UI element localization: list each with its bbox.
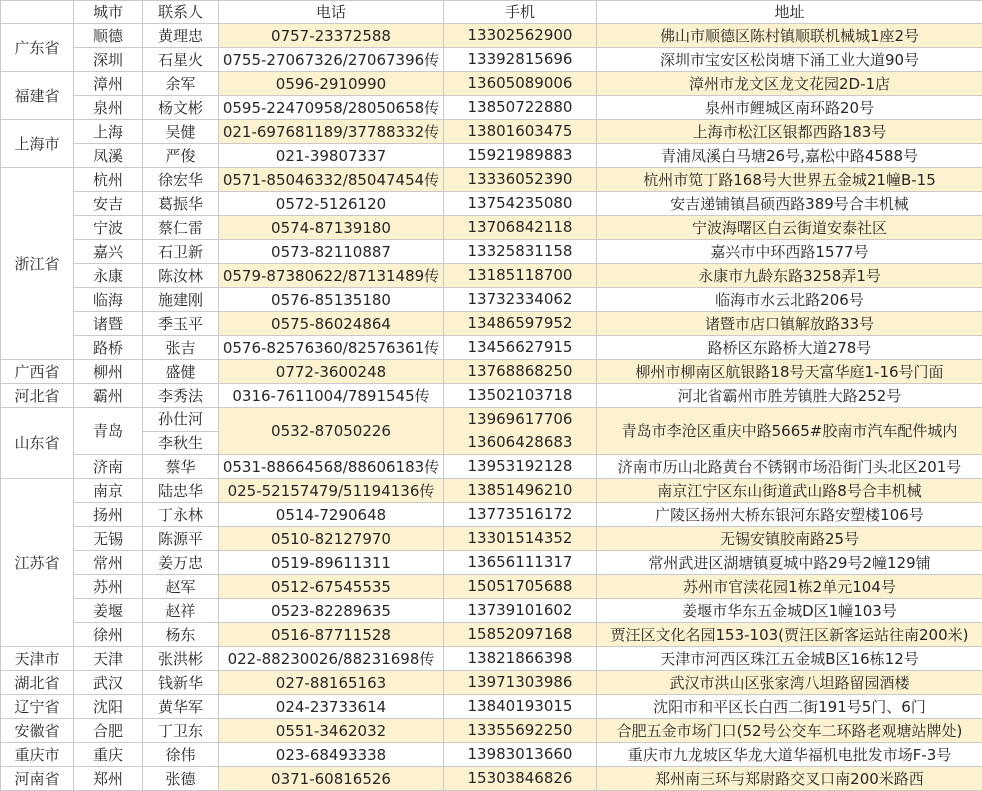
phone-cell: 0514-7290648 bbox=[219, 503, 444, 527]
mobile-number: 13656111317 bbox=[446, 551, 594, 574]
mobile-number: 13302562900 bbox=[446, 24, 594, 47]
province-cell: 河南省 bbox=[1, 767, 74, 791]
city-cell: 常州 bbox=[74, 551, 143, 575]
phone-cell: 0316-7611004/7891545传 bbox=[219, 384, 444, 408]
phone-cell: 0519-89611311 bbox=[219, 551, 444, 575]
phone-cell: 021-39807337 bbox=[219, 144, 444, 168]
address-cell: 路桥区东路桥大道278号 bbox=[597, 336, 982, 360]
address-cell: 柳州市柳南区航银路18号天富华庭1-16号门面 bbox=[597, 360, 982, 384]
mobile-number: 13325831158 bbox=[446, 240, 594, 263]
mobile-cell bbox=[444, 503, 597, 527]
table-row bbox=[1, 72, 982, 96]
contact-cell: 李秀法 bbox=[143, 384, 219, 408]
phone-cell: 024-23733614 bbox=[219, 695, 444, 719]
table-row bbox=[1, 24, 982, 48]
address-cell: 佛山市顺德区陈村镇顺联机械城1座2号 bbox=[597, 24, 982, 48]
mobile-cell bbox=[444, 24, 597, 48]
city-cell: 安吉 bbox=[74, 192, 143, 216]
table-row bbox=[1, 192, 982, 216]
address-cell: 青岛市李沧区重庆中路5665#胶南市汽车配件城内 bbox=[597, 408, 982, 455]
phone-cell: 0572-5126120 bbox=[219, 192, 444, 216]
city-cell: 苏州 bbox=[74, 575, 143, 599]
city-cell: 姜堰 bbox=[74, 599, 143, 623]
mobile-cell bbox=[444, 288, 597, 312]
contact-cell: 赵祥 bbox=[143, 599, 219, 623]
contact-cell: 葛振华 bbox=[143, 192, 219, 216]
city-cell: 徐州 bbox=[74, 623, 143, 647]
province-cell: 安徽省 bbox=[1, 719, 74, 743]
contact-cell: 黄华军 bbox=[143, 695, 219, 719]
mobile-number: 13971303986 bbox=[446, 671, 594, 694]
contact-cell: 丁永林 bbox=[143, 503, 219, 527]
header-city: 城市 bbox=[74, 1, 143, 24]
mobile-number: 13773516172 bbox=[446, 503, 594, 526]
address-cell: 无锡安镇胶南路25号 bbox=[597, 527, 982, 551]
table-row bbox=[1, 288, 982, 312]
header-phone: 电话 bbox=[219, 1, 444, 24]
contact-cell: 李秋生 bbox=[143, 431, 219, 455]
address-cell: 重庆市九龙坡区华龙大道华福机电批发市场F-3号 bbox=[597, 743, 982, 767]
mobile-cell bbox=[444, 647, 597, 671]
table-row bbox=[1, 575, 982, 599]
mobile-number: 13502103718 bbox=[446, 384, 594, 407]
mobile-cell bbox=[444, 312, 597, 336]
city-cell: 深圳 bbox=[74, 48, 143, 72]
address-cell: 杭州市笕丁路168号大世界五金城21幢B-15 bbox=[597, 168, 982, 192]
table-row bbox=[1, 144, 982, 168]
contact-cell: 张洪彬 bbox=[143, 647, 219, 671]
table-row bbox=[1, 623, 982, 647]
mobile-cell bbox=[444, 527, 597, 551]
mobile-cell bbox=[444, 120, 597, 144]
mobile-cell bbox=[444, 743, 597, 767]
city-cell: 霸州 bbox=[74, 384, 143, 408]
table-row bbox=[1, 96, 982, 120]
contact-cell: 钱新华 bbox=[143, 671, 219, 695]
phone-cell: 0512-67545535 bbox=[219, 575, 444, 599]
mobile-number: 13392815696 bbox=[446, 48, 594, 71]
contact-cell: 余军 bbox=[143, 72, 219, 96]
contact-cell: 赵军 bbox=[143, 575, 219, 599]
contact-cell: 丁卫东 bbox=[143, 719, 219, 743]
city-cell: 武汉 bbox=[74, 671, 143, 695]
province-cell: 天津市 bbox=[1, 647, 74, 671]
phone-cell: 0575-86024864 bbox=[219, 312, 444, 336]
mobile-number: 13850722880 bbox=[446, 96, 594, 119]
phone-cell: 0573-82110887 bbox=[219, 240, 444, 264]
mobile-number: 13754235080 bbox=[446, 192, 594, 215]
mobile-cell bbox=[444, 168, 597, 192]
table-row bbox=[1, 743, 982, 767]
table-row bbox=[1, 479, 982, 503]
address-cell: 贾汪区文化名园153-103(贾汪区新客运站往南200米) bbox=[597, 623, 982, 647]
phone-cell: 0531-88664568/88606183传 bbox=[219, 455, 444, 479]
contact-cell: 季玉平 bbox=[143, 312, 219, 336]
province-cell: 河北省 bbox=[1, 384, 74, 408]
phone-cell: 0576-82576360/82576361传 bbox=[219, 336, 444, 360]
phone-cell: 0757-23372588 bbox=[219, 24, 444, 48]
phone-cell: 0371-60816526 bbox=[219, 767, 444, 791]
table-row bbox=[1, 360, 982, 384]
mobile-cell bbox=[444, 408, 597, 455]
address-cell: 嘉兴市中环西路1577号 bbox=[597, 240, 982, 264]
table-row bbox=[1, 216, 982, 240]
address-cell: 漳州市龙文区龙文花园2D-1店 bbox=[597, 72, 982, 96]
mobile-number: 13851496210 bbox=[446, 479, 594, 502]
contact-cell: 徐伟 bbox=[143, 743, 219, 767]
province-cell: 浙江省 bbox=[1, 168, 74, 360]
header-row bbox=[1, 1, 982, 24]
contact-cell: 徐宏华 bbox=[143, 168, 219, 192]
phone-cell: 025-52157479/51194136传 bbox=[219, 479, 444, 503]
mobile-cell bbox=[444, 551, 597, 575]
table-row bbox=[1, 719, 982, 743]
address-cell: 深圳市宝安区松岗塘下涌工业大道90号 bbox=[597, 48, 982, 72]
city-cell: 郑州 bbox=[74, 767, 143, 791]
phone-cell: 0596-2910990 bbox=[219, 72, 444, 96]
city-cell: 青岛 bbox=[74, 408, 143, 455]
contact-cell: 杨文彬 bbox=[143, 96, 219, 120]
address-cell: 青浦凤溪白马塘26号,嘉松中路4588号 bbox=[597, 144, 982, 168]
mobile-cell bbox=[444, 384, 597, 408]
contact-cell: 石卫新 bbox=[143, 240, 219, 264]
address-cell: 济南市历山北路黄台不锈钢市场沿街门头北区201号 bbox=[597, 455, 982, 479]
address-cell: 合肥五金市场门口(52号公交车二环路老观塘站牌处) bbox=[597, 719, 982, 743]
province-cell: 山东省 bbox=[1, 408, 74, 479]
mobile-cell bbox=[444, 48, 597, 72]
mobile-number: 13840193015 bbox=[446, 695, 594, 718]
province-cell: 重庆市 bbox=[1, 743, 74, 767]
mobile-cell bbox=[444, 623, 597, 647]
mobile-number: 15852097168 bbox=[446, 623, 594, 646]
city-cell: 漳州 bbox=[74, 72, 143, 96]
mobile-cell bbox=[444, 192, 597, 216]
mobile-cell bbox=[444, 599, 597, 623]
city-cell: 顺德 bbox=[74, 24, 143, 48]
table-row bbox=[1, 527, 982, 551]
province-cell: 江苏省 bbox=[1, 479, 74, 647]
mobile-number: 13768868250 bbox=[446, 360, 594, 383]
table-row bbox=[1, 695, 982, 719]
contact-cell: 陆忠华 bbox=[143, 479, 219, 503]
mobile-number: 15303846826 bbox=[446, 767, 594, 790]
address-cell: 苏州市官渎花园1栋2单元104号 bbox=[597, 575, 982, 599]
table-row bbox=[1, 503, 982, 527]
city-cell: 诸暨 bbox=[74, 312, 143, 336]
phone-cell: 021-697681189/37788332传 bbox=[219, 120, 444, 144]
address-cell: 南京江宁区东山街道武山路8号合丰机械 bbox=[597, 479, 982, 503]
mobile-cell bbox=[444, 216, 597, 240]
contact-cell: 陈汝林 bbox=[143, 264, 219, 288]
city-cell: 上海 bbox=[74, 120, 143, 144]
contact-cell: 张吉 bbox=[143, 336, 219, 360]
mobile-number: 13185118700 bbox=[446, 264, 594, 287]
mobile-number: 13605089006 bbox=[446, 72, 594, 95]
phone-cell: 0755-27067326/27067396传 bbox=[219, 48, 444, 72]
mobile-number: 13983013660 bbox=[446, 743, 594, 766]
mobile-number: 13739101602 bbox=[446, 599, 594, 622]
city-cell: 永康 bbox=[74, 264, 143, 288]
address-cell: 天津市河西区珠江五金城B区16栋12号 bbox=[597, 647, 982, 671]
city-cell: 嘉兴 bbox=[74, 240, 143, 264]
table-row bbox=[1, 312, 982, 336]
address-cell: 姜堰市华东五金城D区1幢103号 bbox=[597, 599, 982, 623]
mobile-number: 13732334062 bbox=[446, 288, 594, 311]
contact-cell: 杨东 bbox=[143, 623, 219, 647]
city-cell: 无锡 bbox=[74, 527, 143, 551]
mobile-cell bbox=[444, 767, 597, 791]
city-cell: 临海 bbox=[74, 288, 143, 312]
mobile-cell bbox=[444, 360, 597, 384]
city-cell: 泉州 bbox=[74, 96, 143, 120]
phone-cell: 0579-87380622/87131489传 bbox=[219, 264, 444, 288]
table-row bbox=[1, 647, 982, 671]
province-cell: 辽宁省 bbox=[1, 695, 74, 719]
mobile-cell bbox=[444, 479, 597, 503]
phone-cell: 023-68493338 bbox=[219, 743, 444, 767]
table-row bbox=[1, 168, 982, 192]
address-cell: 临海市水云北路206号 bbox=[597, 288, 982, 312]
phone-cell: 0551-3462032 bbox=[219, 719, 444, 743]
address-cell: 上海市松江区银都西路183号 bbox=[597, 120, 982, 144]
mobile-number: 13953192128 bbox=[446, 455, 594, 478]
mobile-cell bbox=[444, 240, 597, 264]
city-cell: 宁波 bbox=[74, 216, 143, 240]
province-cell: 广西省 bbox=[1, 360, 74, 384]
header-contact: 联系人 bbox=[143, 1, 219, 24]
address-cell: 永康市九龄东路3258弄1号 bbox=[597, 264, 982, 288]
mobile-cell bbox=[444, 144, 597, 168]
table-row bbox=[1, 240, 982, 264]
contact-cell: 姜万忠 bbox=[143, 551, 219, 575]
address-cell: 诸暨市店口镇解放路33号 bbox=[597, 312, 982, 336]
mobile-cell bbox=[444, 72, 597, 96]
address-cell: 常州武进区湖塘镇夏城中路29号2幢129铺 bbox=[597, 551, 982, 575]
mobile-number: 15051705688 bbox=[446, 575, 594, 598]
city-cell: 路桥 bbox=[74, 336, 143, 360]
phone-cell: 0532-87050226 bbox=[219, 408, 444, 455]
address-cell: 安吉递铺镇昌硕西路389号合丰机械 bbox=[597, 192, 982, 216]
contact-cell: 石星火 bbox=[143, 48, 219, 72]
phone-cell: 0510-82127970 bbox=[219, 527, 444, 551]
contact-cell: 黄理忠 bbox=[143, 24, 219, 48]
province-cell: 湖北省 bbox=[1, 671, 74, 695]
province-cell: 上海市 bbox=[1, 120, 74, 168]
table-row bbox=[1, 551, 982, 575]
table-row bbox=[1, 408, 982, 432]
phone-cell: 0772-3600248 bbox=[219, 360, 444, 384]
phone-cell: 0576-85135180 bbox=[219, 288, 444, 312]
contact-cell: 盛健 bbox=[143, 360, 219, 384]
table-row bbox=[1, 671, 982, 695]
table-row bbox=[1, 48, 982, 72]
city-cell: 柳州 bbox=[74, 360, 143, 384]
contact-cell: 蔡华 bbox=[143, 455, 219, 479]
phone-cell: 027-88165163 bbox=[219, 671, 444, 695]
province-cell: 广东省 bbox=[1, 24, 74, 72]
city-cell: 扬州 bbox=[74, 503, 143, 527]
city-cell: 凤溪 bbox=[74, 144, 143, 168]
mobile-number: 13706842118 bbox=[446, 216, 594, 239]
phone-cell: 0574-87139180 bbox=[219, 216, 444, 240]
mobile-cell bbox=[444, 264, 597, 288]
contact-cell: 蔡仁雷 bbox=[143, 216, 219, 240]
mobile-cell bbox=[444, 336, 597, 360]
address-cell: 宁波海曙区白云街道安泰社区 bbox=[597, 216, 982, 240]
contact-cell: 张德 bbox=[143, 767, 219, 791]
address-cell: 河北省霸州市胜芳镇胜大路252号 bbox=[597, 384, 982, 408]
mobile-number: 13821866398 bbox=[446, 647, 594, 670]
city-cell: 重庆 bbox=[74, 743, 143, 767]
contact-cell: 吴健 bbox=[143, 120, 219, 144]
mobile-cell bbox=[444, 719, 597, 743]
contact-cell: 施建刚 bbox=[143, 288, 219, 312]
mobile-cell bbox=[444, 575, 597, 599]
mobile-number: 13801603475 bbox=[446, 120, 594, 143]
table-row bbox=[1, 264, 982, 288]
address-cell: 武汉市洪山区张家湾八坦路留园酒楼 bbox=[597, 671, 982, 695]
province-cell: 福建省 bbox=[1, 72, 74, 120]
table-row bbox=[1, 767, 982, 791]
city-cell: 天津 bbox=[74, 647, 143, 671]
mobile-number: 13456627915 bbox=[446, 336, 594, 359]
city-cell: 合肥 bbox=[74, 719, 143, 743]
city-cell: 杭州 bbox=[74, 168, 143, 192]
table-row bbox=[1, 455, 982, 479]
phone-cell: 0523-82289635 bbox=[219, 599, 444, 623]
address-cell: 沈阳市和平区长白西二街191号5门、6门 bbox=[597, 695, 982, 719]
address-cell: 广陵区扬州大桥东银河东路安塑楼106号 bbox=[597, 503, 982, 527]
mobile-number: 15921989883 bbox=[446, 144, 594, 167]
city-cell: 沈阳 bbox=[74, 695, 143, 719]
contact-cell: 孙仕河 bbox=[143, 408, 219, 432]
header-address: 地址 bbox=[597, 1, 982, 24]
table-row bbox=[1, 599, 982, 623]
city-cell: 济南 bbox=[74, 455, 143, 479]
city-cell: 南京 bbox=[74, 479, 143, 503]
phone-cell: 0516-87711528 bbox=[219, 623, 444, 647]
mobile-number: 13486597952 bbox=[446, 312, 594, 335]
phone-cell: 022-88230026/88231698传 bbox=[219, 647, 444, 671]
mobile-cell bbox=[444, 455, 597, 479]
contact-cell: 陈源平 bbox=[143, 527, 219, 551]
mobile-cell bbox=[444, 96, 597, 120]
table-row bbox=[1, 384, 982, 408]
address-cell: 泉州市鲤城区南环路20号 bbox=[597, 96, 982, 120]
mobile-number: 13969617706 bbox=[446, 408, 594, 431]
mobile-cell bbox=[444, 695, 597, 719]
mobile-number: 13355692250 bbox=[446, 719, 594, 742]
table-row bbox=[1, 120, 982, 144]
mobile-number: 13336052390 bbox=[446, 168, 594, 191]
table-row bbox=[1, 336, 982, 360]
header-mobile: 手机 bbox=[444, 1, 597, 24]
mobile-number: 13301514352 bbox=[446, 527, 594, 550]
table-body bbox=[1, 24, 982, 791]
mobile-number: 13606428683 bbox=[446, 431, 594, 454]
address-cell: 郑州南三环与郑尉路交叉口南200米路西 bbox=[597, 767, 982, 791]
contact-cell: 严俊 bbox=[143, 144, 219, 168]
phone-cell: 0595-22470958/28050658传 bbox=[219, 96, 444, 120]
phone-cell: 0571-85046332/85047454传 bbox=[219, 168, 444, 192]
header-province-blank bbox=[1, 1, 74, 24]
mobile-cell bbox=[444, 671, 597, 695]
